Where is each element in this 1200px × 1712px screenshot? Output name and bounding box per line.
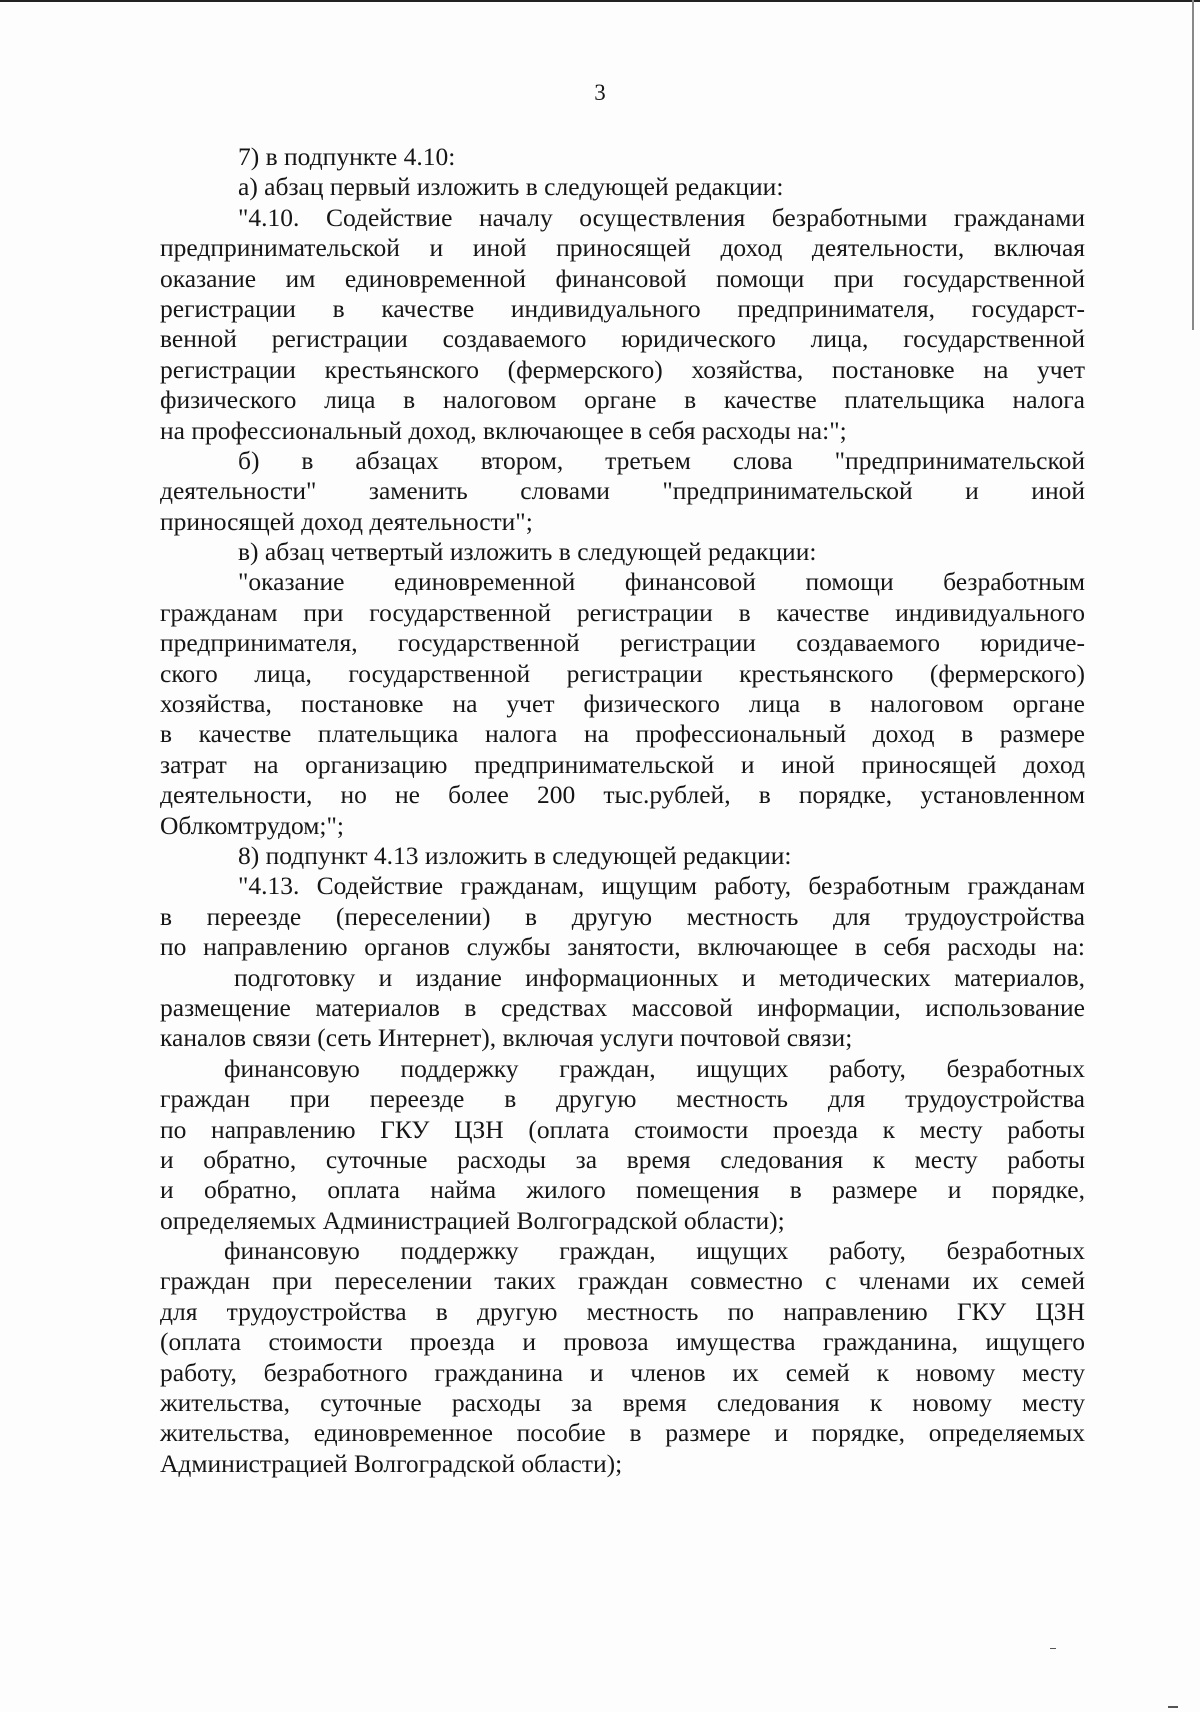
text-line: в переезде (переселении) в другую местность для трудоустройства	[160, 901, 1085, 931]
text-line: хозяйства, постановке на учет физического лица в налоговом органе	[160, 689, 1085, 719]
text-line: Облкомтрудом;";	[160, 810, 344, 840]
text-line: а) абзац первый изложить в следующей редакции:	[238, 172, 784, 202]
text-line: предпринимателя, государственной регистрации создаваемого юридиче-	[160, 628, 1085, 658]
text-line: каналов связи (сеть Интернет), включая услуги почтовой связи;	[160, 1023, 853, 1053]
text-line: приносящей доход деятельности";	[160, 506, 533, 536]
text-line: подготовку и издание информационных и методических материалов,	[234, 962, 1085, 992]
text-line: затрат на организацию предпринимательской и иной приносящей доход	[160, 749, 1085, 779]
scan-speck	[1050, 1648, 1056, 1649]
text-line: 8) подпункт 4.13 изложить в следующей редакции:	[238, 840, 792, 870]
text-line: финансовую поддержку граждан, ищущих работу, безработных	[224, 1236, 1085, 1266]
text-line: граждан при переезде в другую местность для трудоустройства	[160, 1084, 1085, 1114]
text-line: 7) в подпункте 4.10:	[238, 142, 456, 171]
text-line: б) в абзацах втором, третьем слова "предпринимательской	[238, 445, 1085, 475]
text-line: в качестве плательщика налога на профессиональный доход в размере	[160, 719, 1085, 749]
text-line: ского лица, государственной регистрации крестьянского (фермерского)	[160, 658, 1085, 688]
text-line: (оплата стоимости проезда и провоза имущества гражданина, ищущего	[160, 1327, 1085, 1357]
text-line: финансовую поддержку граждан, ищущих работу, безработных	[224, 1053, 1085, 1083]
text-line: по направлению органов службы занятости, включающее в себя расходы на:	[160, 932, 1085, 962]
text-line: по направлению ГКУ ЦЗН (оплата стоимости проезда к месту работы	[160, 1114, 1085, 1144]
scan-speck	[1168, 1706, 1178, 1708]
text-line: жительства, единовременное пособие в размере и порядке, определяемых	[160, 1418, 1085, 1448]
text-line: деятельности, но не более 200 тыс.рублей, в порядке, установленном	[160, 780, 1085, 810]
text-line: "4.10. Содействие началу осуществления безработными гражданами	[238, 202, 1085, 232]
text-line: гражданам при государственной регистрации в качестве индивидуального	[160, 597, 1085, 627]
text-line: граждан при переселении таких граждан совместно с членами их семей	[160, 1266, 1085, 1296]
text-line: размещение материалов в средствах массовой информации, использование	[160, 992, 1085, 1022]
text-line: предпринимательской и иной приносящей доход деятельности, включая	[160, 233, 1085, 263]
scan-edge	[0, 0, 1200, 2]
text-line: "оказание единовременной финансовой помощи безработным	[238, 567, 1085, 597]
text-line: оказание им единовременной финансовой помощи при государственной	[160, 263, 1085, 293]
text-line: работу, безработного гражданина и членов их семей к новому месту	[160, 1357, 1085, 1387]
document-body	[160, 142, 1085, 1479]
text-line: регистрации в качестве индивидуального предпринимателя, государст-	[160, 293, 1085, 323]
scan-edge-right	[1192, 0, 1194, 330]
text-line: определяемых Администрацией Волгоградской области);	[160, 1205, 785, 1235]
text-line: для трудоустройства в другую местность по направлению ГКУ ЦЗН	[160, 1296, 1085, 1326]
page-number: 3	[594, 80, 606, 105]
text-line: венной регистрации создаваемого юридического лица, государственной	[160, 324, 1085, 354]
text-line: физического лица в налоговом органе в качестве плательщика налога	[160, 385, 1085, 415]
text-line: "4.13. Содействие гражданам, ищущим работу, безработным гражданам	[238, 871, 1085, 901]
text-line: деятельности" заменить словами "предпринимательской и иной	[160, 476, 1085, 506]
text-line: в) абзац четвертый изложить в следующей редакции:	[238, 537, 817, 567]
text-line: на профессиональный доход, включающее в себя расходы на:";	[160, 415, 847, 445]
text-line: жительства, суточные расходы за время следования к новому месту	[160, 1388, 1085, 1418]
text-line: и обратно, суточные расходы за время следования к месту работы	[160, 1144, 1085, 1174]
text-line: Администрацией Волгоградской области);	[160, 1448, 623, 1478]
text-line: регистрации крестьянского (фермерского) хозяйства, постановке на учет	[160, 354, 1085, 384]
text-line: и обратно, оплата найма жилого помещения в размере и порядке,	[160, 1175, 1085, 1205]
